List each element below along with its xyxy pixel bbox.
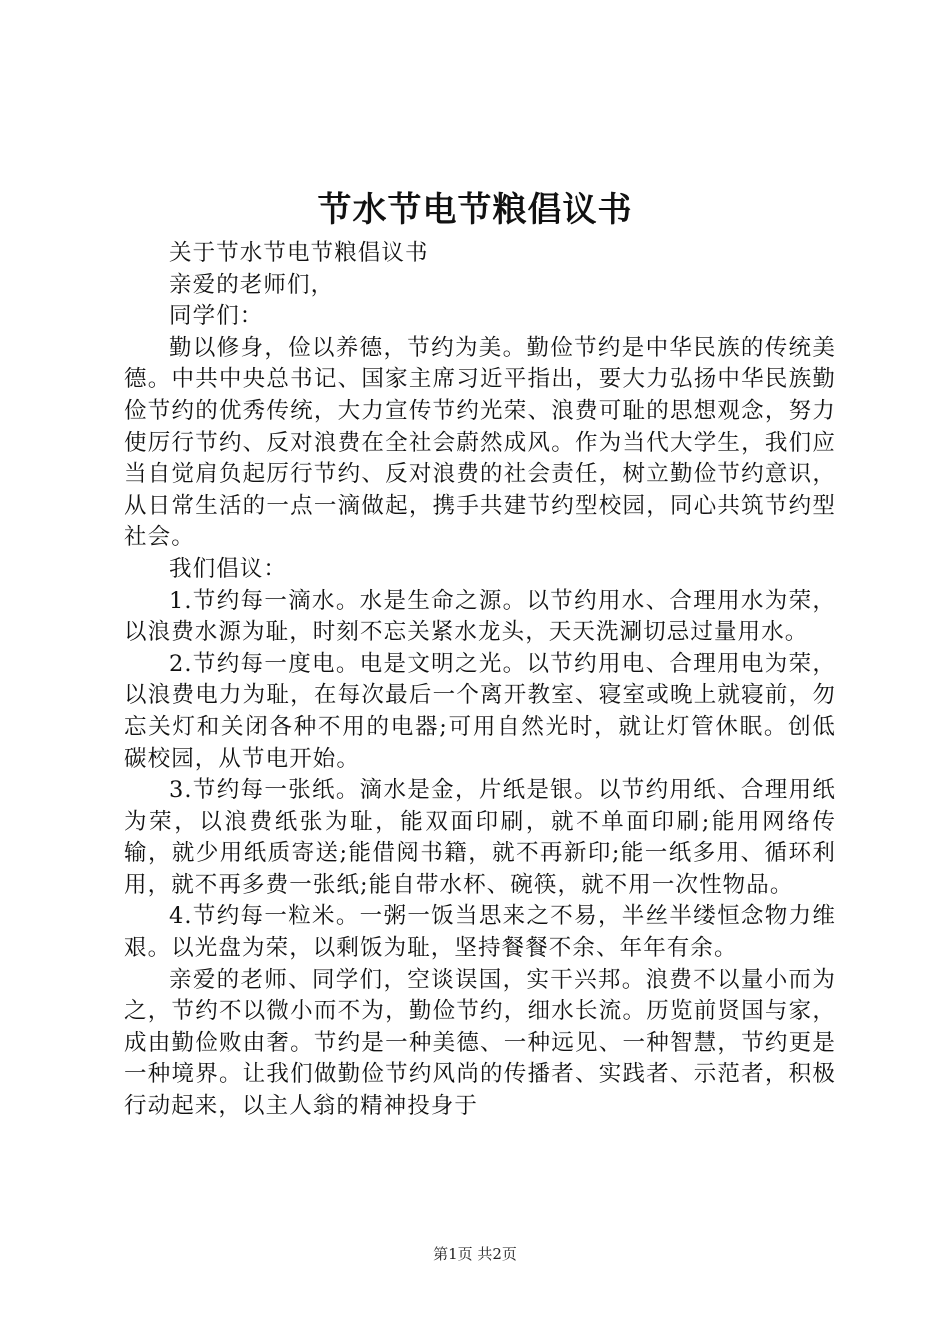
paragraph-item-electricity: 2.节约每一度电。电是文明之光。以节约用电、合理用电为荣，以浪费电力为耻，在每次最后一个离开教室、寝室或晚上就寝前，勿忘关灯和关闭各种不用的电器;可用自然光时，就让灯管休眠。创低碳校园，从节电开始。 xyxy=(124,650,836,772)
paragraph-intro: 勤以修身，俭以养德，节约为美。勤俭节约是中华民族的传统美德。中共中央总书记、国家主席习近平指出，要大力弘扬中华民族勤俭节约的优秀传统，大力宣传节约光荣、浪费可耻的思想观念，努力使厉行节约、反对浪费在全社会蔚然成风。作为当代大学生，我们应当自觉肩负起厉行节约、反对浪费的社会责任，树立勤俭节约意识，从日常生活的一点一滴做起，携手共建节约型校园，同心共筑节约型社会。 xyxy=(124,334,836,551)
paragraph-proposal-heading: 我们倡议： xyxy=(169,555,288,582)
paragraph-salutation-teachers: 亲爱的老师们， xyxy=(169,271,335,298)
paragraph-closing: 亲爱的老师、同学们，空谈误国，实干兴邦。浪费不以量小而为之，节约不以微小而不为，勤俭节约，细水长流。历览前贤国与家，成由勤俭败由奢。节约是一种美德、一种远见、一种智慧，节约更是一种境界。让我们做勤俭节约风尚的传播者、实践者、示范者，积极行动起来，以主人翁的精神投身于 xyxy=(124,966,836,1120)
paragraph-item-paper: 3.节约每一张纸。滴水是金，片纸是银。以节约用纸、合理用纸为荣，以浪费纸张为耻，能双面印刷，就不单面印刷;能用网络传输，就少用纸质寄送;能借阅书籍，就不再新印;能一纸多用、循环利用，就不再多费一张纸;能自带水杯、碗筷，就不用一次性物品。 xyxy=(124,777,836,898)
paragraph-subject: 关于节水节电节粮倡议书 xyxy=(169,240,429,266)
document-body xyxy=(124,238,836,1123)
document-title: 节水节电节粮倡议书 xyxy=(317,190,633,230)
paragraph-salutation-students: 同学们： xyxy=(169,303,264,330)
paragraph-item-rice: 4.节约每一粒米。一粥一饭当思来之不易，半丝半缕恒念物力维艰。以光盘为荣，以剩饭为耻，坚持餐餐不余、年年有余。 xyxy=(124,903,836,962)
page-number-footer: 第1页 共2页 xyxy=(433,1245,517,1263)
paragraph-item-water: 1.节约每一滴水。水是生命之源。以节约用水、合理用水为荣，以浪费水源为耻，时刻不忘关紧水龙头，天天洗涮切忌过量用水。 xyxy=(124,587,836,646)
